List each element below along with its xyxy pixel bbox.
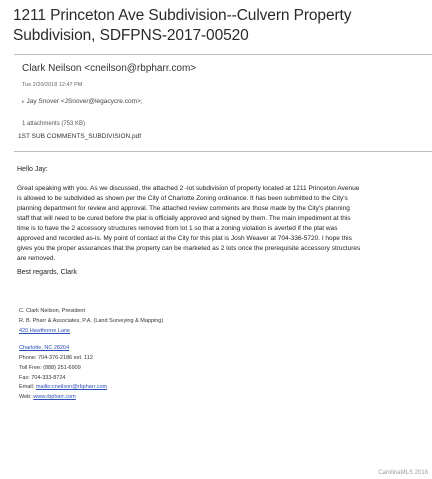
body-line: gives you the proper assurances that the property can be marketed as 2 lots once the prerequisite accessory structures xyxy=(17,245,361,252)
mls-watermark: CarolinaMLS 2018 xyxy=(378,470,428,476)
signature-email-row xyxy=(19,384,107,390)
signature-tollfree: Toll Free: (888) 251-6909 xyxy=(19,365,81,371)
signature-web-link[interactable]: www.rbpharr.com xyxy=(33,394,76,400)
signature-address-line2[interactable]: Charlotte, NC 28204 xyxy=(19,345,70,351)
signature-fax: Fax: 704-333-8724 xyxy=(19,375,66,381)
body-line: approved and recorded as-is. My point of contact at the City for this plat is Josh Weaver at 704-336-5720. I hope this xyxy=(17,235,352,242)
closing: Best regards, Clark xyxy=(17,269,77,276)
subject-divider xyxy=(14,54,432,55)
signature-address-line1[interactable]: 420 Hawthorne Lane xyxy=(19,328,71,334)
signature-web-row xyxy=(19,394,76,400)
attachment-file[interactable]: 1ST SUB COMMENTS_SUBDIVISION.pdf xyxy=(18,133,142,140)
recipient-row xyxy=(22,98,143,105)
signature-company: R. B. Pharr & Associates, P.A. (Land Surveying & Mapping) xyxy=(19,318,164,324)
body-line: is allowed to be subdivided as shown per the City of Charlotte Zoning ordinance. It has been submitted to the City's xyxy=(17,195,348,202)
sender: Clark Neilson <cneilson@rbpharr.com> xyxy=(22,63,197,74)
recipient-icon: ▸ xyxy=(22,98,25,105)
signature-web-label: Web: xyxy=(19,394,34,400)
email-subject: 1211 Princeton Ave Subdivision--Culvern Property Subdivision, SDFPNS-2017-00520 xyxy=(13,7,352,44)
body-line: staff that will need to be cured before the plat is officially approved and signed by them. The main impediment at this xyxy=(17,215,351,222)
signature-email-link[interactable]: mailto:cneilson@rbpharr.com xyxy=(35,384,108,390)
signature-name: C. Clark Neilson, President xyxy=(19,308,86,314)
header-divider xyxy=(14,151,432,152)
signature-email-label: Email: xyxy=(19,384,36,390)
sent-date: Tue 2/20/2018 12:47 PM xyxy=(22,82,83,88)
body-line: are removed. xyxy=(17,255,56,262)
recipient: Jay Snover <JSnover@legacycre.com>; xyxy=(26,98,143,105)
body-line: Great speaking with you. As we discussed, the attached 2 -lot subdivision of property located at 1211 Princeton Avenue xyxy=(17,185,360,192)
attachment-count: 1 attachments (753 KB) xyxy=(22,121,86,127)
greeting: Hello Jay: xyxy=(17,166,48,173)
signature-phone: Phone: 704-376-2186 ext. 112 xyxy=(19,355,93,361)
body-line: time is to have the 2 accessory structures removed from lot 1 so that a zoning violation is averted if the plat was xyxy=(17,225,338,232)
email-body xyxy=(17,184,415,264)
body-line: planning department for review and approval. The attached review comments are those made by the City's planning xyxy=(17,205,350,212)
